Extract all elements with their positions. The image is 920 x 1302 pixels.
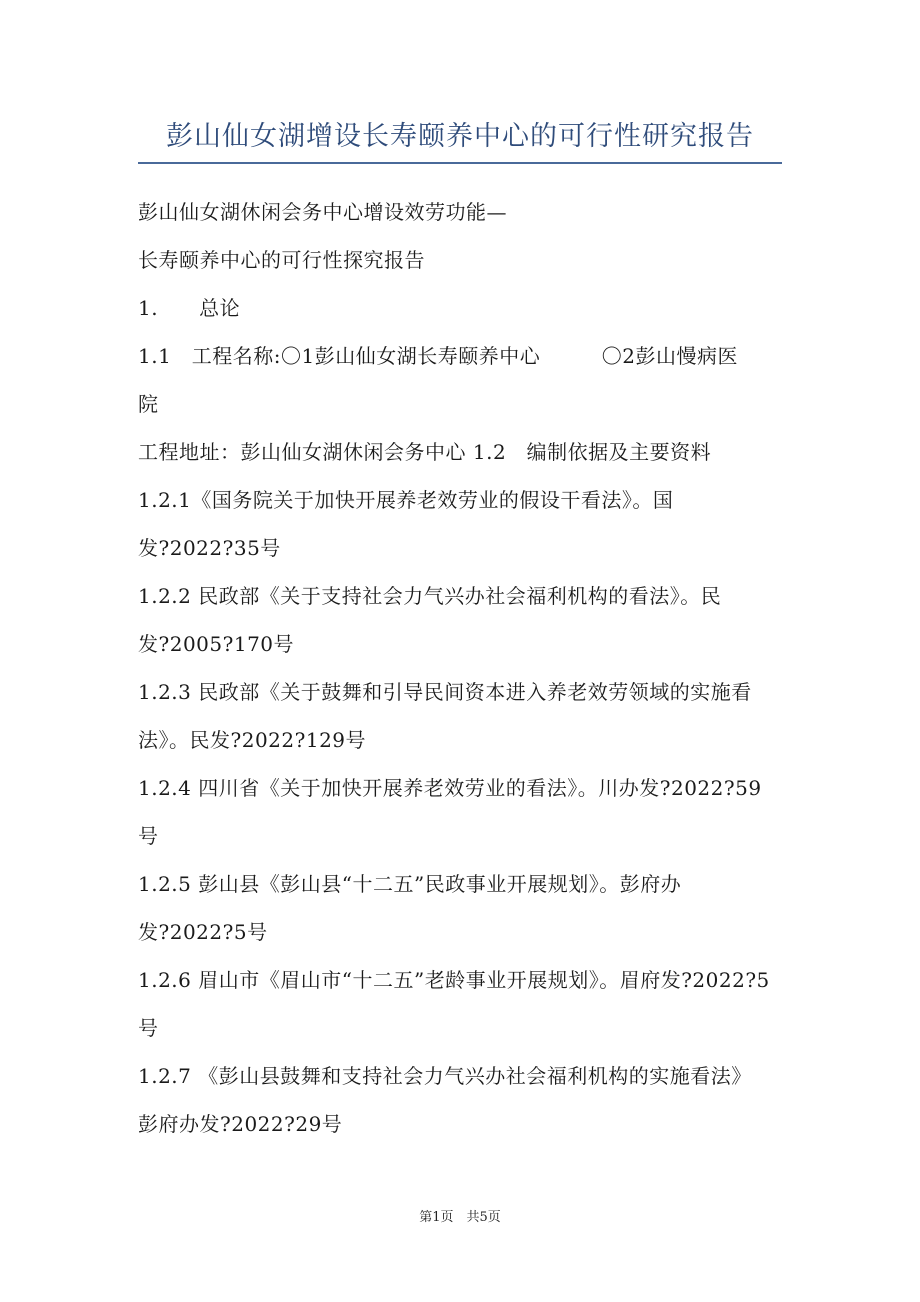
body-line: 法》。民发?2022?129号 (138, 728, 367, 752)
body-line: 发?2022?5号 (138, 920, 268, 944)
body-line: 彭山仙女湖休闲会务中心增设效劳功能— (138, 200, 507, 224)
body-line: 1.2.3 民政部《关于鼓舞和引导民间资本进入养老效劳领域的实施看 (138, 680, 752, 704)
body-line: 发?2005?170号 (138, 632, 295, 656)
body-line: 1.2.1《国务院关于加快开展养老效劳业的假设干看法》。国 (138, 488, 674, 512)
body-line: 发?2022?35号 (138, 536, 281, 560)
body-line: 1.2.4 四川省《关于加快开展养老效劳业的看法》。川办发?2022?59 (138, 776, 762, 800)
body-line: 号 (138, 1016, 159, 1040)
body-line: 1.2.5 彭山县《彭山县“十二五”民政事业开展规划》。彭府办 (138, 872, 682, 896)
body-line: 1.1 工程名称:〇1彭山仙女湖长寿颐养中心 〇2彭山慢病医 (138, 344, 738, 368)
body-line: 1.2.6 眉山市《眉山市“十二五”老龄事业开展规划》。眉府发?2022?5 (138, 968, 770, 992)
body-line: 1.2.7 《彭山县鼓舞和支持社会力气兴办社会福利机构的实施看法》 (138, 1064, 752, 1088)
body-line: 号 (138, 824, 159, 848)
title-divider (138, 162, 782, 164)
body-line: 工程地址：彭山仙女湖休闲会务中心 1.2 编制依据及主要资料 (138, 440, 712, 464)
body-line: 长寿颐养中心的可行性探究报告 (138, 248, 425, 272)
document-title: 彭山仙女湖增设长寿颐养中心的可行性研究报告 (166, 121, 754, 152)
body-line: 1.2.2 民政部《关于支持社会力气兴办社会福利机构的看法》。民 (138, 584, 722, 608)
section-heading: 1. 总论 (138, 296, 241, 320)
body-line: 彭府办发?2022?29号 (138, 1112, 343, 1136)
page-footer: 第1页 共5页 (419, 1210, 501, 1225)
body-line: 院 (138, 392, 159, 416)
